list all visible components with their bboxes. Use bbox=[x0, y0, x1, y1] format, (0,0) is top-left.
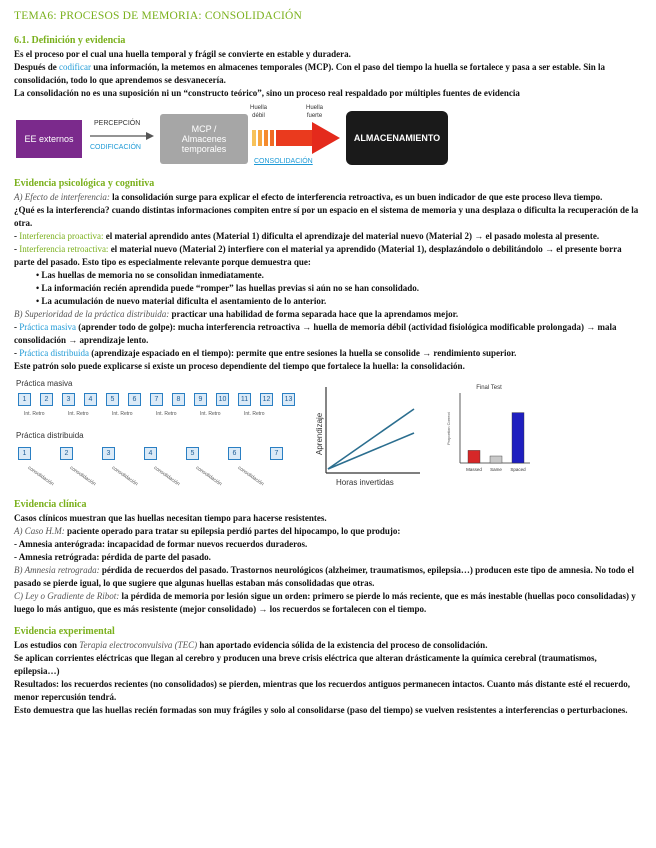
section-heading-clinical: Evidencia clínica bbox=[14, 499, 87, 510]
tec-term: Terapia electroconvulsiva (TEC) bbox=[79, 640, 198, 650]
label-line: fuerte bbox=[306, 113, 323, 119]
arrow-right-icon bbox=[90, 131, 154, 141]
bar-y-label: Proportion Correct bbox=[446, 412, 451, 445]
document-page bbox=[14, 10, 642, 717]
massed-session-box: 11 bbox=[238, 393, 251, 406]
section-heading-definition: 6.1. Definición y evidencia bbox=[14, 35, 126, 46]
codificacion-label: CODIFICACIÓN bbox=[90, 144, 141, 151]
percepcion-label: PERCEPCIÓN bbox=[94, 120, 141, 127]
int-retro-label: Int. Retro bbox=[68, 411, 89, 417]
learning-curve-chart bbox=[314, 383, 424, 489]
consolidation-label: consolidación bbox=[26, 465, 55, 488]
massed-session-box: 2 bbox=[40, 393, 53, 406]
codificar-link: codificar bbox=[59, 62, 91, 72]
massed-session-box: 12 bbox=[260, 393, 273, 406]
massed-session-box: 6 bbox=[128, 393, 141, 406]
spaced-paragraph: - Práctica distribuida (aprendizaje espaciado en el tiempo): permite que entre sesiones la huella se consolide → rendimiento superior. bbox=[14, 348, 517, 358]
proactive-label: Interferencia proactiva: bbox=[19, 231, 104, 241]
text-span: (aprendizaje espaciado en el tiempo): permite que entre sesiones la huella se consolide → rendimiento superior. bbox=[88, 348, 517, 358]
bullet-item: • La acumulación de nuevo material dificulta el asentamiento de lo anterior. bbox=[36, 296, 327, 306]
interference-question: ¿Qué es la interferencia? cuando distintas informaciones compiten entre sí por un espacio en el sistema de memoria y una desplaza o dificulta la recuperación de la otra. bbox=[14, 205, 639, 228]
consolidation-label: consolidación bbox=[68, 465, 97, 488]
bar-tick-label: Massed bbox=[466, 467, 482, 472]
spaced-session-box: 6 bbox=[228, 447, 241, 460]
massed-session-box: 13 bbox=[282, 393, 295, 406]
int-retro-label: Int. Retro bbox=[24, 411, 45, 417]
proactive-paragraph: - Interferencia proactiva: el material aprendido antes (Material 1) dificulta el aprendizaje del material nuevo (Material 2) → el pasado molesta al presente. bbox=[14, 231, 600, 241]
section-heading-psychological: Evidencia psicológica y cognitiva bbox=[14, 178, 155, 189]
label-line: Huella bbox=[306, 105, 324, 111]
tec-description: Se aplican corrientes eléctricas que llegan al cerebro y producen una breve crisis eléctrica que alteran drásticamente la química cerebral (traumatismos, epilepsia…) bbox=[14, 653, 597, 676]
massed-session-box: 7 bbox=[150, 393, 163, 406]
huella-fuerte-label bbox=[306, 104, 323, 120]
distributed-practice-paragraph bbox=[14, 308, 642, 321]
final-test-chart bbox=[444, 381, 534, 481]
hm-paragraph bbox=[14, 525, 642, 538]
subheading-a: A) Efecto de interferencia: bbox=[14, 192, 110, 202]
massed-session-box: 3 bbox=[62, 393, 75, 406]
subheading-b: B) Superioridad de la práctica distribuida: bbox=[14, 309, 170, 319]
spaced-session-box: 7 bbox=[270, 447, 283, 460]
text-span: paciente operado para tratar su epilepsia perdió partes del hipocampo, lo que produjo: bbox=[64, 526, 401, 536]
x-axis-label: Horas invertidas bbox=[336, 478, 394, 487]
consolidacion-label: CONSOLIDACIÓN bbox=[254, 158, 313, 165]
retrograde-item: - Amnesia retrógrada: pérdida de parte del pasado. bbox=[14, 552, 211, 562]
page-title: TEMA6: PROCESOS DE MEMORIA: CONSOLIDACIÓN bbox=[14, 10, 303, 22]
bar-same bbox=[490, 456, 502, 463]
clinical-intro: Casos clínicos muestran que las huellas necesitan tiempo para hacerse resistentes. bbox=[14, 513, 327, 523]
ee-externos-box: EE externos bbox=[16, 120, 82, 158]
int-retro-label: Int. Retro bbox=[244, 411, 265, 417]
huella-debil-label bbox=[250, 104, 267, 120]
spaced-session-box: 1 bbox=[18, 447, 31, 460]
process-flow-diagram bbox=[14, 105, 642, 170]
text-span: La acumulación de nuevo material dificulta el asentamiento de lo anterior. bbox=[41, 296, 327, 306]
bar-massed bbox=[468, 450, 480, 463]
massed-session-box: 1 bbox=[18, 393, 31, 406]
consolidation-label: consolidación bbox=[152, 465, 181, 488]
text-span: Después de bbox=[14, 62, 60, 72]
ribot-paragraph bbox=[14, 590, 642, 616]
text-span: la pérdida de memoria por lesión sigue un orden: primero se pierde lo más reciente, que es más inestable (huellas poco consolidadas) y luego lo más antiguo, que es más resistente (mejor consolidado) → los recuerdos se fortalecen con el tiempo. bbox=[14, 591, 636, 614]
text-span: la consolidación surge para explicar el efecto de interferencia retroactiva, es un buen indicador de que este proceso lleva tiempo. bbox=[109, 192, 603, 202]
spaced-session-box: 4 bbox=[144, 447, 157, 460]
spaced-title: Práctica distribuida bbox=[16, 431, 84, 440]
bar-spaced bbox=[512, 413, 524, 463]
bar-tick-label: Spaced bbox=[510, 467, 526, 472]
retrograde-paragraph bbox=[14, 564, 642, 590]
spaced-session-box: 2 bbox=[60, 447, 73, 460]
text-span: el material nuevo (Material 2) interfiere con el material ya aprendido (Material 1), desplazándolo o debilitándolo → el presente borra parte del pasado. Esto tipo es especialmente relevante porque demuestra que: bbox=[14, 244, 622, 267]
mcp-line: temporales bbox=[181, 144, 227, 154]
retroactive-paragraph: - Interferencia retroactiva: el material nuevo (Material 2) interfiere con el material ya aprendido (Material 1), desplazándolo o debilitándolo → el presente borra parte del pasado. Esto tipo es especialmente relevante porque demuestra que: bbox=[14, 244, 622, 267]
text-span: Los estudios con bbox=[14, 640, 80, 650]
text-span: una información, la metemos en almacenes temporales (MCP). Con el paso del tiempo la huella se fortalece y pasa a ser estable. Sin la consolidación, todo lo que aprendemos se desvanecería. bbox=[14, 62, 606, 85]
massed-session-box: 5 bbox=[106, 393, 119, 406]
chart-title: Final Test bbox=[476, 385, 502, 391]
mcp-box bbox=[160, 114, 248, 164]
mcp-line: Almacenes bbox=[181, 134, 227, 144]
interference-paragraph bbox=[14, 191, 642, 204]
retroactive-label: Interferencia retroactiva: bbox=[19, 244, 109, 254]
spaced-session-box: 3 bbox=[102, 447, 115, 460]
subheading-hm: A) Caso H.M: bbox=[14, 526, 65, 536]
spaced-session-box: 5 bbox=[186, 447, 199, 460]
bullet-item: • Las huellas de memoria no se consolidan inmediatamente. bbox=[36, 270, 264, 280]
section-heading-experimental: Evidencia experimental bbox=[14, 626, 115, 637]
evidence-paragraph: La consolidación no es una suposición ni un “constructo teórico”, sino un proceso real respaldado por múltiples fuentes de evidencia bbox=[14, 88, 520, 98]
y-axis-label: Aprendizaje bbox=[315, 412, 324, 455]
spaced-label: Práctica distribuida bbox=[19, 348, 89, 358]
results-paragraph: Resultados: los recuerdos recientes (no consolidados) se pierden, mientras que los recuerdos antiguos permanecen intactos. Cuanto más distante esté el recuerdo, menor repercusión tendrá. bbox=[14, 679, 631, 702]
text-span: practicar una habilidad de forma separada hace que la aprendamos mejor. bbox=[169, 309, 459, 319]
bar-tick-label: Same bbox=[490, 467, 502, 472]
consolidation-label: consolidación bbox=[194, 465, 223, 488]
anterograde-item: - Amnesia anterógrada: incapacidad de formar nuevos recuerdos duraderos. bbox=[14, 539, 308, 549]
consolidation-label: consolidación bbox=[236, 465, 265, 488]
int-retro-label: Int. Retro bbox=[112, 411, 133, 417]
consolidation-label: consolidación bbox=[110, 465, 139, 488]
mcp-line: MCP / bbox=[191, 124, 217, 134]
text-span: han aportado evidencia sólida de la existencia del proceso de consolidación. bbox=[197, 640, 488, 650]
int-retro-label: Int. Retro bbox=[156, 411, 177, 417]
consolidation-arrow-icon bbox=[252, 122, 340, 154]
text-span: Las huellas de memoria no se consolidan inmediatamente. bbox=[41, 270, 264, 280]
massed-session-box: 9 bbox=[194, 393, 207, 406]
label-line: débil bbox=[252, 113, 265, 119]
subheading-retrograde: B) Amnesia retrograda: bbox=[14, 565, 100, 575]
experimental-conclusion: Esto demuestra que las huellas recién formadas son muy frágiles y solo al consolidarse (paso del tiempo) se vuelven resistentes a interferencias o perturbaciones. bbox=[14, 705, 628, 715]
text-span: pérdida de recuerdos del pasado. Trastornos neurológicos (alzheimer, traumatismos, epilepsia…) producen este tipo de amnesia. No todo el pasado se pierde igual, lo que sugiere que algunas huellas estaban más consolidadas que otras. bbox=[14, 565, 634, 588]
massed-title: Práctica masiva bbox=[16, 379, 73, 388]
massed-session-box: 8 bbox=[172, 393, 185, 406]
massed-session-box: 10 bbox=[216, 393, 229, 406]
text-span: (aprender todo de golpe): mucha interferencia retroactiva → huella de memoria débil (actividad fisiológica modificable prolongada) → mala consolidación → aprendizaje lento. bbox=[14, 322, 617, 345]
text-span: La información recién aprendida puede “romper” las huellas previas si aún no se han consolidado. bbox=[41, 283, 420, 293]
subheading-ribot: C) Ley o Gradiente de Ribot: bbox=[14, 591, 120, 601]
codify-paragraph bbox=[14, 61, 642, 87]
conclusion-paragraph: Este patrón solo puede explicarse si existe un proceso dependiente del tiempo que fortalece la huella: la consolidación. bbox=[14, 361, 465, 371]
label-line: Huella bbox=[250, 105, 268, 111]
int-retro-label: Int. Retro bbox=[200, 411, 221, 417]
bullet-item: • La información recién aprendida puede “romper” las huellas previas si aún no se han consolidado. bbox=[36, 283, 420, 293]
massed-paragraph: - Práctica masiva (aprender todo de golpe): mucha interferencia retroactiva → huella de memoria débil (actividad fisiológica modificable prolongada) → mala consolidación → aprendizaje lento. bbox=[14, 322, 617, 345]
definition-paragraph: Es el proceso por el cual una huella temporal y frágil se convierte en estable y duradera. bbox=[14, 49, 351, 59]
text-span: el material aprendido antes (Material 1) dificulta el aprendizaje del material nuevo (Material 2) → el pasado molesta al presente. bbox=[103, 231, 600, 241]
figures-row bbox=[14, 379, 642, 491]
massed-label: Práctica masiva bbox=[19, 322, 76, 332]
almacenamiento-box: ALMACENAMIENTO bbox=[346, 111, 448, 165]
massed-session-box: 4 bbox=[84, 393, 97, 406]
tec-paragraph bbox=[14, 639, 642, 652]
